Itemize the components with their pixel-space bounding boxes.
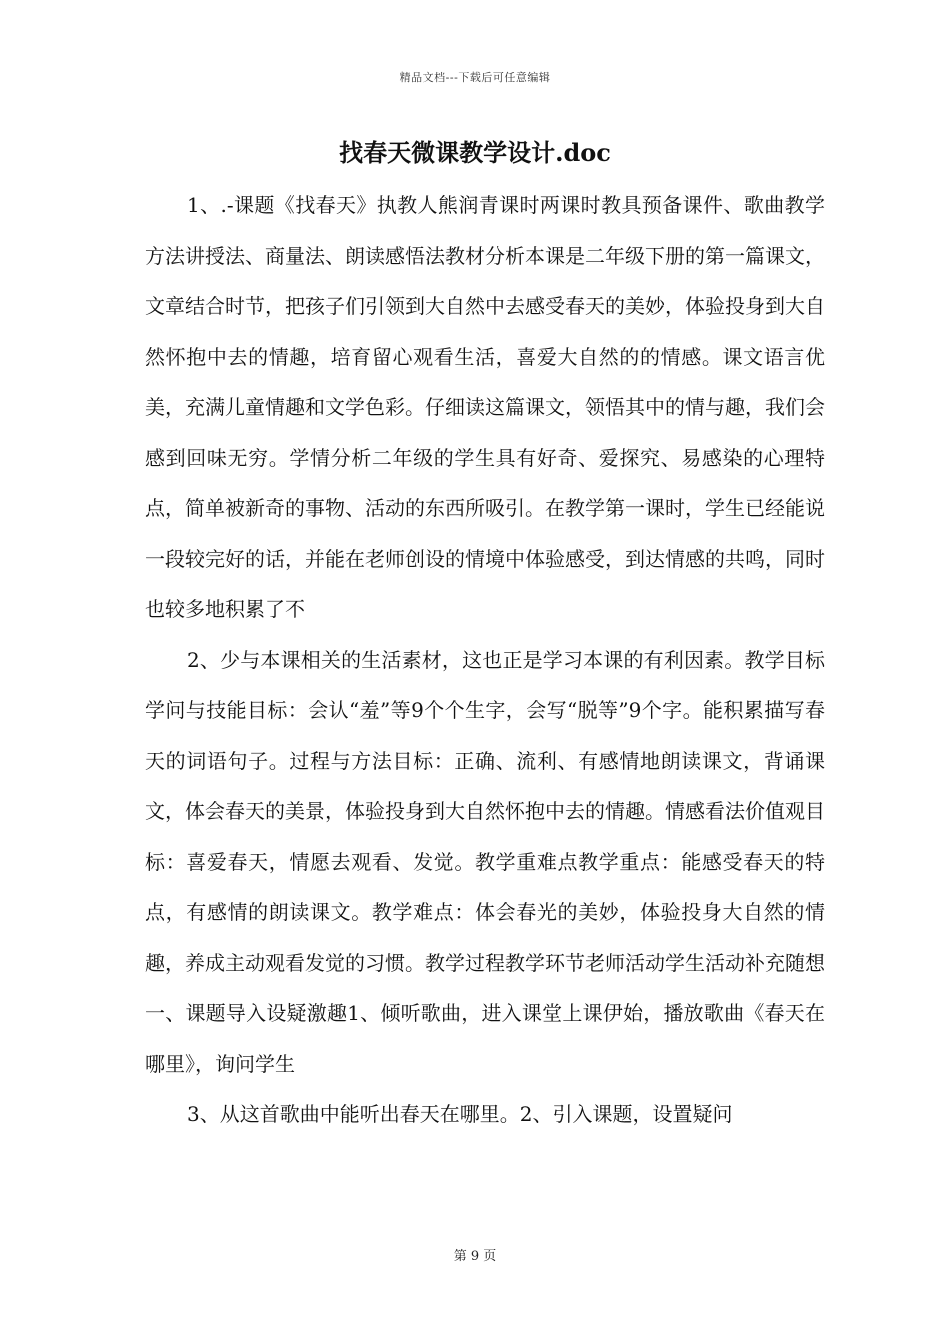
header-note: 精品文档---下载后可任意编辑	[399, 71, 551, 84]
paragraph-3: 3、从这首歌曲中能听出春天在哪里。2、引入课题，设置疑问	[187, 1102, 733, 1126]
document-title: 找春天微课教学设计.doc	[339, 138, 611, 167]
paragraph-1: 1、.-课题《找春天》执教人熊润青课时两课时教具预备课件、歌曲教学方法讲授法、商量法、朗读感悟法教材分析本课是二年级下册的第一篇课文，文章结合时节，把孩子们引领到大自然中去感受春天的美妙，体验投身到大自然怀抱中去的情趣，培育留心观看生活，喜爱大自然的的情感。课文语言优美，充满儿童情趣和文学色彩。仔细读这篇课文，领悟其中的情与趣，我们会感到回味无穷。学情分析二年级的学生具有好奇、爱探究、易感染的心理特点，简单被新奇的事物、活动的东西所吸引。在教学第一课时，学生已经能说一段较完好的话，并能在老师创设的情境中体验感受，到达情感的共鸣，同时也较多地积累了不	[145, 193, 825, 621]
document-body	[145, 180, 825, 1140]
page-number: 第 9 页	[453, 1249, 497, 1264]
paragraph-2: 2、少与本课相关的生活素材，这也正是学习本课的有利因素。教学目标学问与技能目标：会认“羞”等9个个生字，会写“脱等”9个字。能积累描写春天的词语句子。过程与方法目标：正确、流利、有感情地朗读课文，背诵课文，体会春天的美景，体验投身到大自然怀抱中去的情趣。情感看法价值观目标：喜爱春天，情愿去观看、发觉。教学重难点教学重点：能感受春天的特点，有感情的朗读课文。教学难点：体会春光的美妙，体验投身大自然的情趣，养成主动观看发觉的习惯。教学过程教学环节老师活动学生活动补充随想一、课题导入设疑激趣1、倾听歌曲，进入课堂上课伊始，播放歌曲《春天在哪里》，询问学生	[145, 647, 825, 1076]
